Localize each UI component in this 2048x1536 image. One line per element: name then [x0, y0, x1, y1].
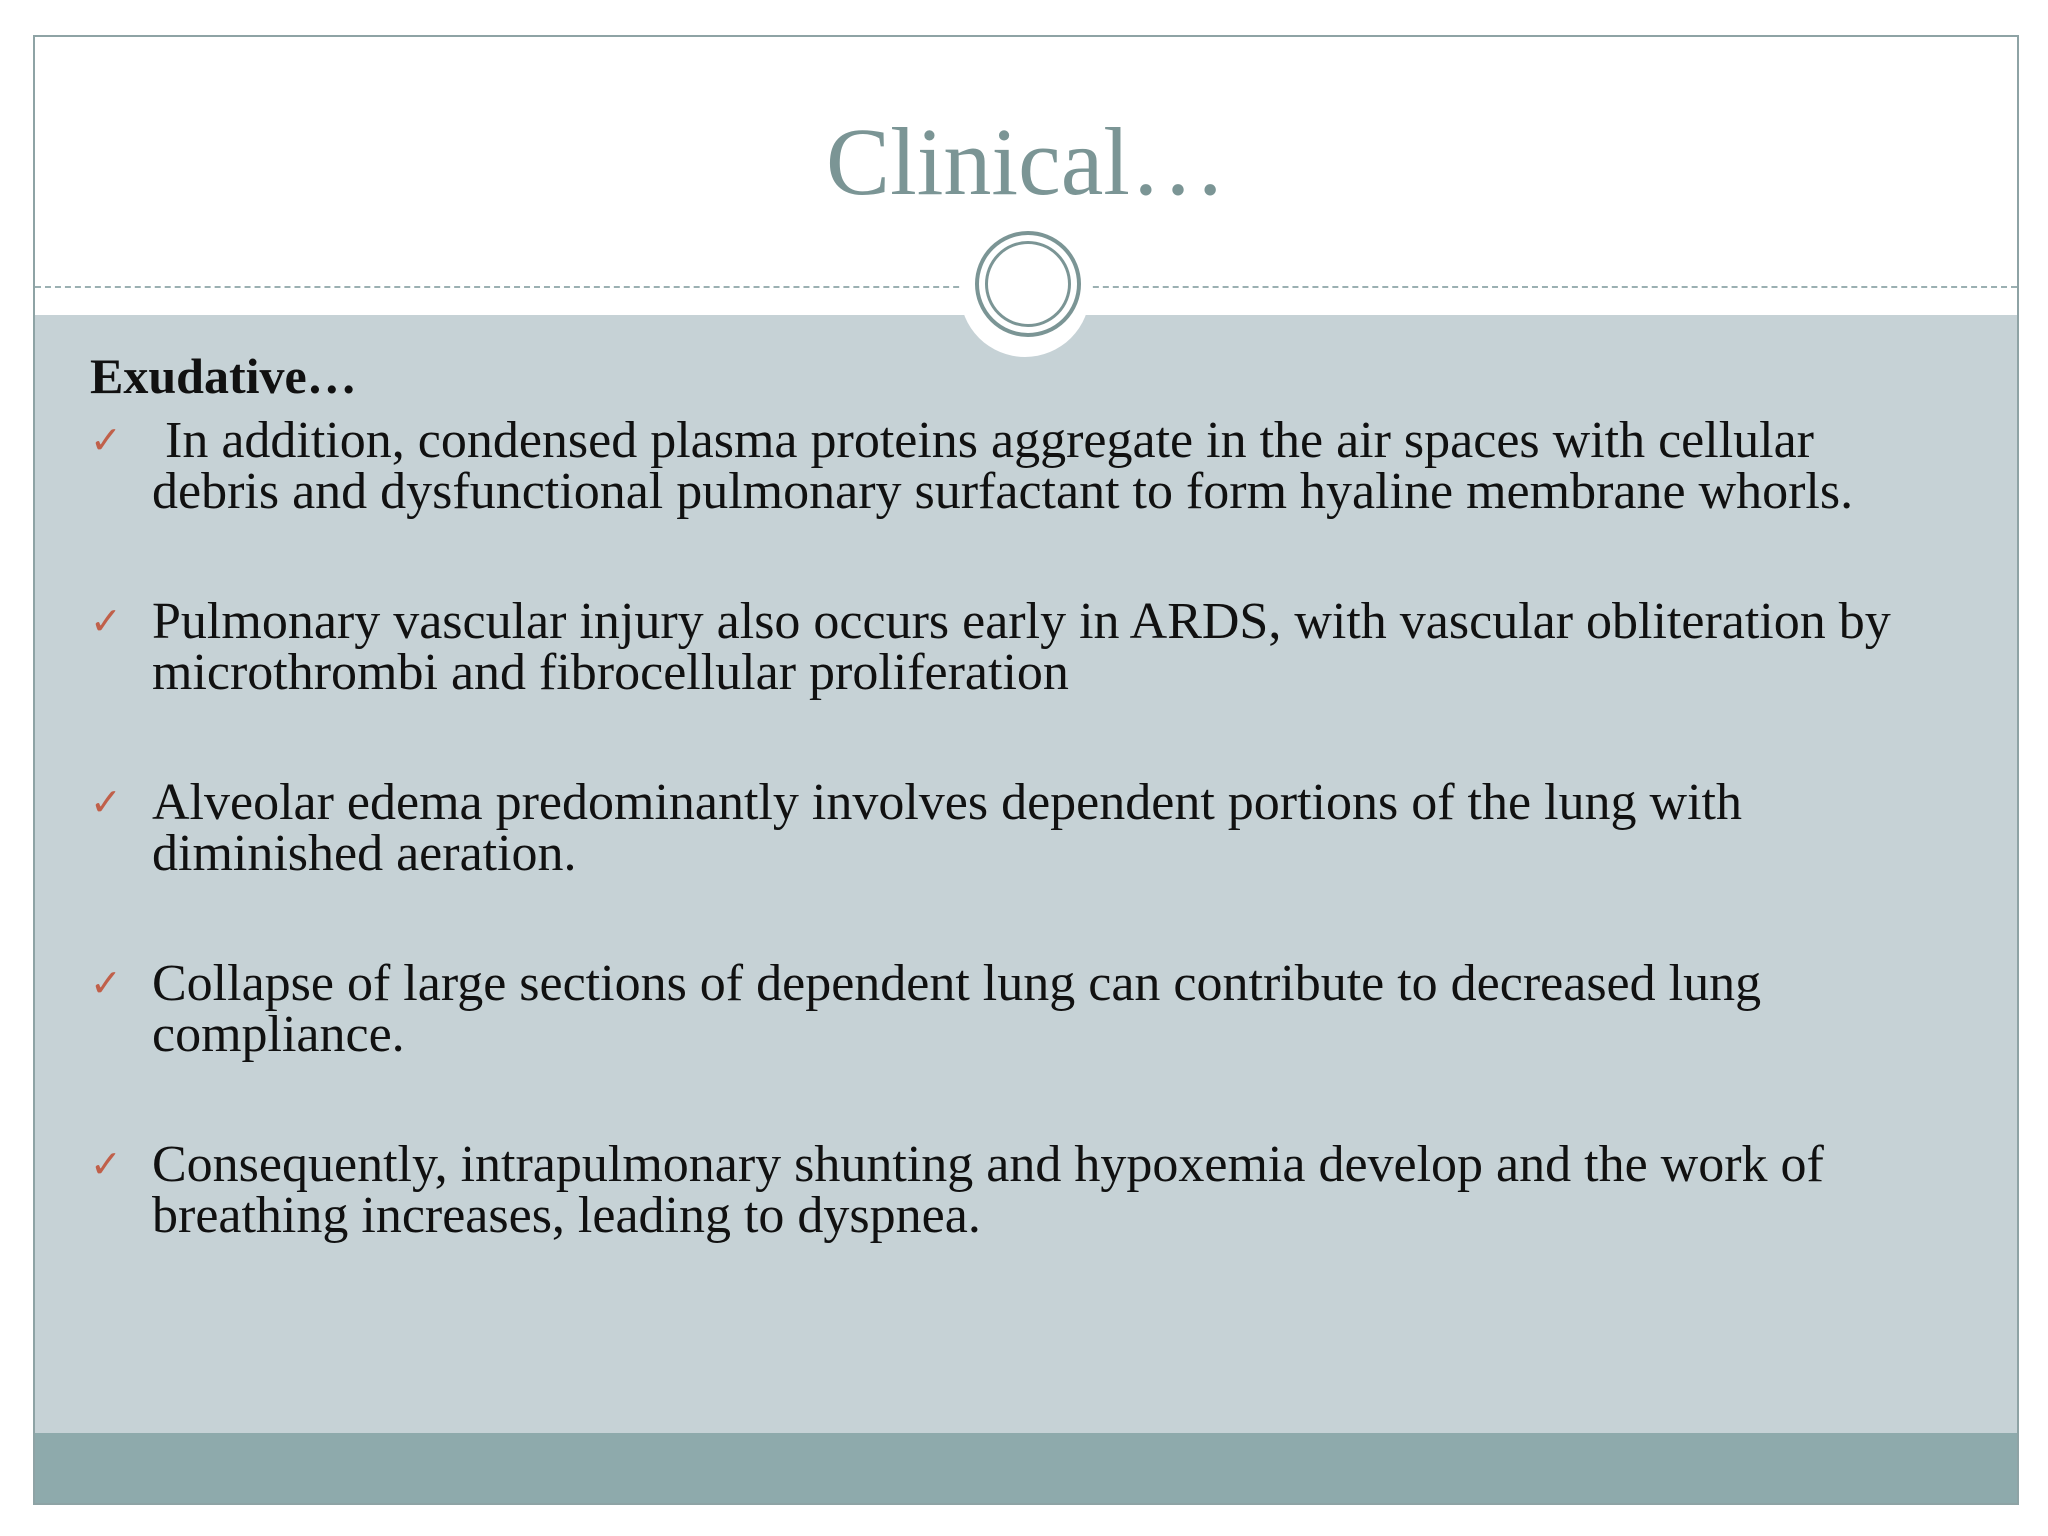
bullet-item	[90, 955, 1950, 1063]
footer-bar	[35, 1433, 2017, 1503]
bullet-item	[90, 774, 1950, 882]
circle-ornament-inner	[985, 241, 1071, 327]
bullet-text: In addition, condensed plasma proteins aggregate in the air spaces with cellular debris and dysfunctional pulmonary surfactant to form hyaline membrane whorls.	[152, 412, 1854, 520]
check-mark-icon: ✓	[90, 599, 122, 643]
bullet-text: Consequently, intrapulmonary shunting and hypoxemia develop and the work of breathing increases, leading to dyspnea.	[152, 1136, 1824, 1244]
bullet-item	[90, 593, 1950, 701]
bullet-text: Pulmonary vascular injury also occurs early in ARDS, with vascular obliteration by microthrombi and fibrocellular proliferation	[152, 593, 1891, 701]
bullet-text: Collapse of large sections of dependent lung can contribute to decreased lung compliance.	[152, 955, 1762, 1063]
bullet-item	[90, 1136, 1950, 1244]
bullet-list	[90, 412, 1950, 1320]
bullet-item	[90, 412, 1950, 520]
check-mark-icon: ✓	[90, 961, 122, 1005]
check-mark-icon: ✓	[90, 780, 122, 824]
check-mark-icon: ✓	[90, 1142, 122, 1186]
bullet-text: Alveolar edema predominantly involves dependent portions of the lung with diminished aeration.	[152, 774, 1742, 882]
slide-title: Clinical…	[826, 108, 1226, 215]
slide	[33, 35, 2019, 1505]
section-heading: Exudative…	[90, 348, 357, 404]
check-mark-icon: ✓	[90, 418, 122, 462]
